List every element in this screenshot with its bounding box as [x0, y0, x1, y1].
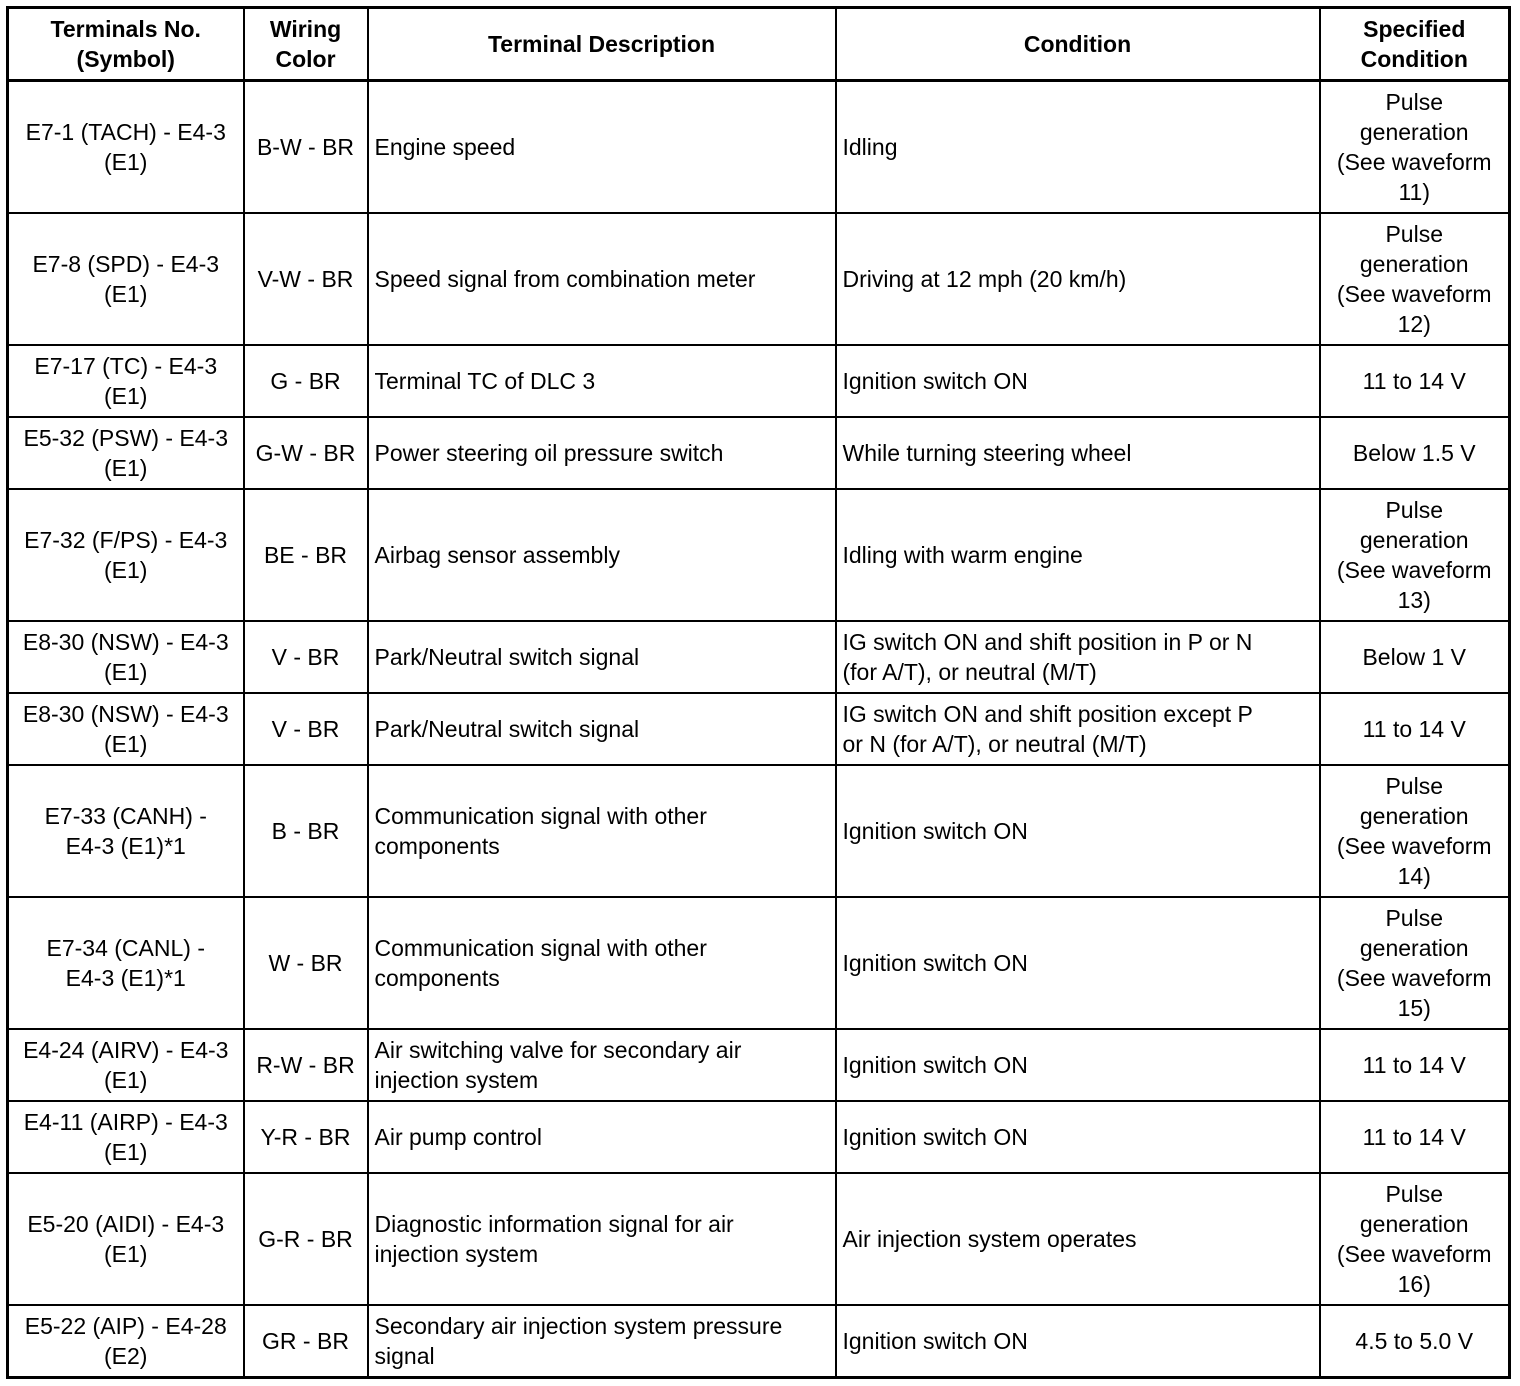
wiring-cell: B-W - BR — [244, 81, 368, 214]
terminal-cell — [8, 489, 244, 621]
terminal-cell — [8, 417, 244, 489]
specified-cell-line: generation — [1359, 1211, 1469, 1237]
terminal-cell-line: E7-33 (CANH) - — [44, 803, 207, 829]
description-cell — [368, 1173, 836, 1305]
terminal-cell-line: E8-30 (NSW) - E4-3 — [22, 701, 229, 727]
table-row — [8, 417, 1510, 489]
header-wiring-line: Wiring — [269, 16, 342, 42]
header-terminal — [8, 8, 244, 81]
table-body — [8, 81, 1510, 1378]
specified-cell-line: (See waveform — [1336, 281, 1492, 307]
description-cell-line: Air switching valve for secondary air — [374, 1037, 742, 1063]
specified-cell-line: (See waveform — [1336, 1241, 1492, 1267]
condition-cell-line: Idling with warm engine — [842, 542, 1083, 568]
terminal-cell — [8, 693, 244, 765]
condition-cell-line: Driving at 12 mph (20 km/h) — [842, 266, 1127, 292]
condition-cell-line: (for A/T), or neutral (M/T) — [842, 659, 1097, 685]
specified-cell-line: 11 to 14 V — [1362, 716, 1466, 742]
specified-cell-line: Pulse — [1385, 221, 1444, 247]
header-specified — [1320, 8, 1510, 81]
table-row — [8, 1029, 1510, 1101]
wiring-cell: GR - BR — [244, 1305, 368, 1378]
condition-cell — [836, 693, 1320, 765]
condition-cell-line: While turning steering wheel — [842, 440, 1132, 466]
terminal-cell-line: (E1) — [104, 383, 148, 409]
description-cell-line: Speed signal from combination meter — [374, 266, 756, 292]
table-row — [8, 1305, 1510, 1378]
terminal-cell-line: (E1) — [104, 1139, 148, 1165]
specified-cell-line: generation — [1359, 803, 1469, 829]
table-row — [8, 489, 1510, 621]
specified-cell-line: 11) — [1398, 179, 1431, 205]
condition-cell — [836, 1029, 1320, 1101]
description-cell — [368, 1305, 836, 1378]
condition-cell — [836, 345, 1320, 417]
table-row — [8, 345, 1510, 417]
table-row — [8, 693, 1510, 765]
terminal-cell-line: (E1) — [104, 731, 148, 757]
specified-cell — [1320, 213, 1510, 345]
terminal-cell-line: (E1) — [104, 455, 148, 481]
terminal-cell — [8, 1305, 244, 1378]
description-cell — [368, 489, 836, 621]
condition-cell-line: Air injection system operates — [842, 1226, 1137, 1252]
description-cell-line: Park/Neutral switch signal — [374, 644, 640, 670]
specified-cell-line: 14) — [1397, 863, 1431, 889]
specified-cell — [1320, 1101, 1510, 1173]
specified-cell-line: 11 to 14 V — [1362, 1052, 1466, 1078]
wiring-cell: V - BR — [244, 621, 368, 693]
condition-cell-line: Ignition switch ON — [842, 1124, 1028, 1150]
condition-cell — [836, 417, 1320, 489]
description-cell-line: injection system — [374, 1241, 539, 1267]
specified-cell — [1320, 417, 1510, 489]
terminal-cell-line: E7-34 (CANL) - — [46, 935, 205, 961]
specified-cell-line: 15) — [1397, 995, 1431, 1021]
table-row — [8, 1101, 1510, 1173]
specified-cell-line: 13) — [1397, 587, 1431, 613]
description-cell-line: Secondary air injection system pressure — [374, 1313, 783, 1339]
condition-cell — [836, 1305, 1320, 1378]
description-cell-line: injection system — [374, 1067, 539, 1093]
wiring-cell: G - BR — [244, 345, 368, 417]
specified-cell-line: 11 to 14 V — [1362, 368, 1466, 394]
description-cell-line: signal — [374, 1343, 435, 1369]
terminal-cell — [8, 897, 244, 1029]
terminal-cell-line: E5-20 (AIDI) - E4-3 — [27, 1211, 225, 1237]
wiring-cell: G-W - BR — [244, 417, 368, 489]
specified-cell-line: Below 1.5 V — [1352, 440, 1476, 466]
terminal-cell — [8, 345, 244, 417]
terminal-cell-line: E8-30 (NSW) - E4-3 — [22, 629, 229, 655]
terminal-cell-line: E4-11 (AIRP) - E4-3 — [23, 1109, 228, 1135]
terminal-cell-line: (E2) — [104, 1343, 148, 1369]
specified-cell — [1320, 345, 1510, 417]
description-cell-line: components — [374, 833, 500, 859]
specified-cell — [1320, 1029, 1510, 1101]
description-cell-line: Park/Neutral switch signal — [374, 716, 640, 742]
description-cell — [368, 345, 836, 417]
condition-cell-line: IG switch ON and shift position in P or N — [842, 629, 1253, 655]
condition-cell-line: Ignition switch ON — [842, 950, 1028, 976]
condition-cell — [836, 213, 1320, 345]
description-cell — [368, 213, 836, 345]
header-condition: Condition — [836, 8, 1320, 81]
condition-cell — [836, 81, 1320, 214]
description-cell-line: Power steering oil pressure switch — [374, 440, 724, 466]
table-row — [8, 621, 1510, 693]
specified-cell-line: generation — [1359, 119, 1469, 145]
specified-cell-line: Pulse — [1385, 773, 1444, 799]
terminal-cell — [8, 81, 244, 214]
condition-cell-line: Ignition switch ON — [842, 1052, 1028, 1078]
specified-cell — [1320, 1173, 1510, 1305]
terminal-cell-line: (E1) — [104, 281, 148, 307]
specified-cell-line: Pulse — [1385, 1181, 1444, 1207]
specified-cell-line: Pulse — [1385, 905, 1444, 931]
terminal-cell-line: (E1) — [104, 1241, 148, 1267]
description-cell — [368, 1101, 836, 1173]
specified-cell-line: generation — [1359, 935, 1469, 961]
table-row — [8, 81, 1510, 214]
terminal-cell-line: E7-17 (TC) - E4-3 — [34, 353, 218, 379]
description-cell-line: Terminal TC of DLC 3 — [374, 368, 596, 394]
header-specified-line: Condition — [1360, 46, 1468, 72]
header-terminal-line: Terminals No. — [50, 16, 201, 42]
table-row — [8, 765, 1510, 897]
specified-cell-line: 12) — [1397, 311, 1431, 337]
condition-cell — [836, 1101, 1320, 1173]
terminal-cell-line: E4-3 (E1)*1 — [65, 833, 186, 859]
header-wiring-line: Color — [275, 46, 336, 72]
terminal-cell — [8, 1029, 244, 1101]
specified-cell-line: (See waveform — [1336, 557, 1492, 583]
specified-cell-line: Below 1 V — [1362, 644, 1467, 670]
wiring-cell: V - BR — [244, 693, 368, 765]
specified-cell-line: Pulse — [1385, 89, 1444, 115]
condition-cell-line: IG switch ON and shift position except P — [842, 701, 1253, 727]
condition-cell — [836, 765, 1320, 897]
description-cell — [368, 897, 836, 1029]
condition-cell — [836, 489, 1320, 621]
table-row — [8, 213, 1510, 345]
terminal-cell-line: E4-24 (AIRV) - E4-3 — [23, 1037, 229, 1063]
specified-cell-line: 16) — [1397, 1271, 1431, 1297]
description-cell-line: Communication signal with other — [374, 803, 707, 829]
description-cell — [368, 81, 836, 214]
terminal-cell-line: E7-1 (TACH) - E4-3 — [25, 119, 226, 145]
terminal-cell — [8, 1101, 244, 1173]
wiring-cell: G-R - BR — [244, 1173, 368, 1305]
condition-cell — [836, 897, 1320, 1029]
specified-cell-line: generation — [1359, 527, 1469, 553]
specified-cell-line: (See waveform — [1336, 965, 1492, 991]
wiring-cell: B - BR — [244, 765, 368, 897]
specified-cell — [1320, 621, 1510, 693]
description-cell-line: components — [374, 965, 500, 991]
specified-cell — [1320, 489, 1510, 621]
condition-cell — [836, 621, 1320, 693]
header-terminal-line: (Symbol) — [76, 46, 175, 72]
table-row — [8, 1173, 1510, 1305]
description-cell — [368, 621, 836, 693]
specified-cell-line: (See waveform — [1336, 833, 1492, 859]
terminal-cell — [8, 213, 244, 345]
wiring-cell: W - BR — [244, 897, 368, 1029]
terminal-cell — [8, 621, 244, 693]
wiring-cell: R-W - BR — [244, 1029, 368, 1101]
wiring-cell: Y-R - BR — [244, 1101, 368, 1173]
specified-cell — [1320, 1305, 1510, 1378]
terminal-cell-line: E5-32 (PSW) - E4-3 — [23, 425, 228, 451]
terminal-cell-line: (E1) — [104, 149, 148, 175]
description-cell — [368, 693, 836, 765]
description-cell-line: Engine speed — [374, 134, 516, 160]
terminal-cell — [8, 1173, 244, 1305]
terminal-cell-line: E5-22 (AIP) - E4-28 — [24, 1313, 227, 1339]
condition-cell-line: Ignition switch ON — [842, 1328, 1028, 1354]
description-cell — [368, 765, 836, 897]
condition-cell — [836, 1173, 1320, 1305]
header-wiring — [244, 8, 368, 81]
description-cell-line: Communication signal with other — [374, 935, 707, 961]
wiring-cell: BE - BR — [244, 489, 368, 621]
specified-cell-line: (See waveform — [1336, 149, 1492, 175]
description-cell-line: Airbag sensor assembly — [374, 542, 620, 568]
terminal-cell-line: E4-3 (E1)*1 — [65, 965, 186, 991]
condition-cell-line: or N (for A/T), or neutral (M/T) — [842, 731, 1147, 757]
terminal-cell-line: E7-32 (F/PS) - E4-3 — [24, 527, 228, 553]
description-cell-line: Diagnostic information signal for air — [374, 1211, 734, 1237]
table-row — [8, 897, 1510, 1029]
terminal-table — [6, 6, 1511, 1379]
terminal-cell-line: (E1) — [104, 1067, 148, 1093]
header-description: Terminal Description — [368, 8, 836, 81]
wiring-cell: V-W - BR — [244, 213, 368, 345]
specified-cell-line: 4.5 to 5.0 V — [1355, 1328, 1474, 1354]
specified-cell-line: generation — [1359, 251, 1469, 277]
condition-cell-line: Ignition switch ON — [842, 368, 1028, 394]
specified-cell-line: Pulse — [1385, 497, 1444, 523]
header-row — [8, 8, 1510, 81]
header-specified-line: Specified — [1363, 16, 1466, 42]
specified-cell-line: 11 to 14 V — [1362, 1124, 1466, 1150]
terminal-cell-line: E7-8 (SPD) - E4-3 — [32, 251, 220, 277]
specified-cell — [1320, 81, 1510, 214]
condition-cell-line: Idling — [842, 134, 898, 160]
specified-cell — [1320, 765, 1510, 897]
condition-cell-line: Ignition switch ON — [842, 818, 1028, 844]
terminal-cell-line: (E1) — [104, 557, 148, 583]
specified-cell — [1320, 693, 1510, 765]
specified-cell — [1320, 897, 1510, 1029]
terminal-cell-line: (E1) — [104, 659, 148, 685]
description-cell-line: Air pump control — [374, 1124, 542, 1150]
description-cell — [368, 417, 836, 489]
terminal-cell — [8, 765, 244, 897]
description-cell — [368, 1029, 836, 1101]
